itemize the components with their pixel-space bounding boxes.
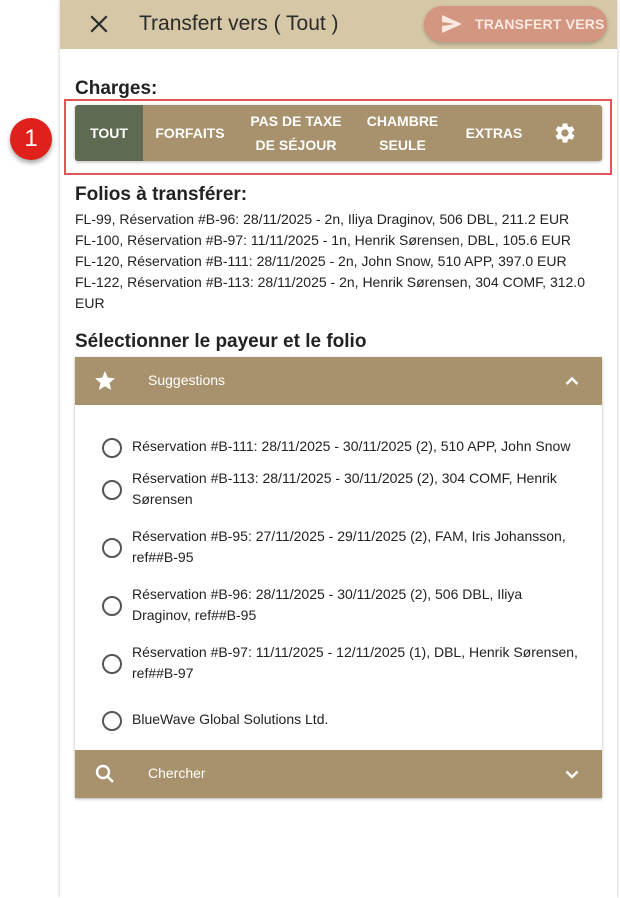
tab-all[interactable]: TOUT: [75, 105, 143, 161]
transfer-to-button[interactable]: [424, 6, 607, 42]
folios-title: Folios à transférer:: [75, 184, 248, 205]
panel-header: [60, 0, 617, 49]
star-icon: [93, 369, 117, 393]
suggestion-option[interactable]: [75, 703, 602, 733]
search-header[interactable]: [75, 750, 602, 798]
suggestions-header[interactable]: [75, 357, 602, 405]
send-icon: [441, 12, 465, 36]
folio-line: FL-100, Réservation #B-97: 11/11/2025 - 1n, Henrik Sørensen, DBL, 105.6 EUR: [75, 232, 571, 248]
suggestion-label: Réservation #B-111: 28/11/2025 - 30/11/2025 (2), 510 APP, John Snow: [132, 438, 571, 454]
charges-settings-button[interactable]: [538, 105, 592, 161]
close-icon: [90, 15, 108, 33]
charges-tabs: [75, 105, 602, 161]
radio-button[interactable]: [102, 538, 122, 558]
suggestion-option[interactable]: [75, 638, 602, 688]
radio-button[interactable]: [102, 596, 122, 616]
tab-room-only[interactable]: [355, 105, 450, 161]
tab-packages[interactable]: FORFAITS: [155, 125, 225, 141]
gear-icon: [553, 121, 577, 145]
close-button[interactable]: [86, 11, 112, 37]
suggestion-option[interactable]: [75, 418, 602, 454]
folio-line: FL-122, Réservation #B-113: 28/11/2025 - 2n, Henrik Sørensen, 304 COMF, 312.0 EUR: [75, 274, 585, 311]
search-icon: [93, 762, 117, 786]
suggestion-label: Réservation #B-95: 27/11/2025 - 29/11/2025 (2), FAM, Iris Johansson, ref##B-95: [132, 528, 566, 565]
tab-no-tourist-tax[interactable]: [237, 105, 355, 161]
folio-line: FL-99, Réservation #B-96: 28/11/2025 - 2n, Iliya Draginov, 506 DBL, 211.2 EUR: [75, 211, 570, 227]
radio-button[interactable]: [102, 480, 122, 500]
radio-button[interactable]: [102, 438, 122, 458]
suggestion-label: BlueWave Global Solutions Ltd.: [132, 711, 329, 727]
tab-extras[interactable]: EXTRAS: [465, 125, 523, 141]
payer-title: Sélectionner le payeur et le folio: [75, 331, 367, 352]
suggestions-label: Suggestions: [148, 372, 226, 388]
suggestion-option[interactable]: [75, 464, 602, 514]
chevron-up-icon: [560, 369, 584, 393]
payer-accordion: [75, 357, 602, 798]
page-title: Transfert vers ( Tout ): [139, 12, 339, 35]
suggestion-label: Réservation #B-113: 28/11/2025 - 30/11/2025 (2), 304 COMF, Henrik Sørensen: [132, 470, 557, 507]
radio-button[interactable]: [102, 654, 122, 674]
suggestion-label: Réservation #B-96: 28/11/2025 - 30/11/2025 (2), 506 DBL, Iliya Draginov, ref##B-95: [132, 586, 523, 623]
transfer-panel: [60, 0, 617, 898]
search-label: Chercher: [148, 765, 206, 781]
chevron-down-icon: [560, 762, 584, 786]
tab-room-only-label: CHAMBRE SEULE: [366, 113, 439, 153]
suggestion-label: Réservation #B-97: 11/11/2025 - 12/11/2025 (1), DBL, Henrik Sørensen, ref##B-97: [132, 644, 578, 681]
folios-list: [75, 209, 602, 314]
radio-button[interactable]: [102, 711, 122, 731]
suggestion-option[interactable]: [75, 522, 602, 572]
tab-no-tourist-tax-label: PAS DE TAXE DE SÉJOUR: [250, 113, 342, 153]
annotation-marker: 1: [10, 118, 52, 160]
folio-line: FL-120, Réservation #B-111: 28/11/2025 - 2n, John Snow, 510 APP, 397.0 EUR: [75, 253, 567, 269]
charges-title: Charges:: [75, 78, 158, 99]
transfer-to-label: TRANSFERT VERS: [475, 16, 605, 32]
suggestion-option[interactable]: [75, 580, 602, 630]
